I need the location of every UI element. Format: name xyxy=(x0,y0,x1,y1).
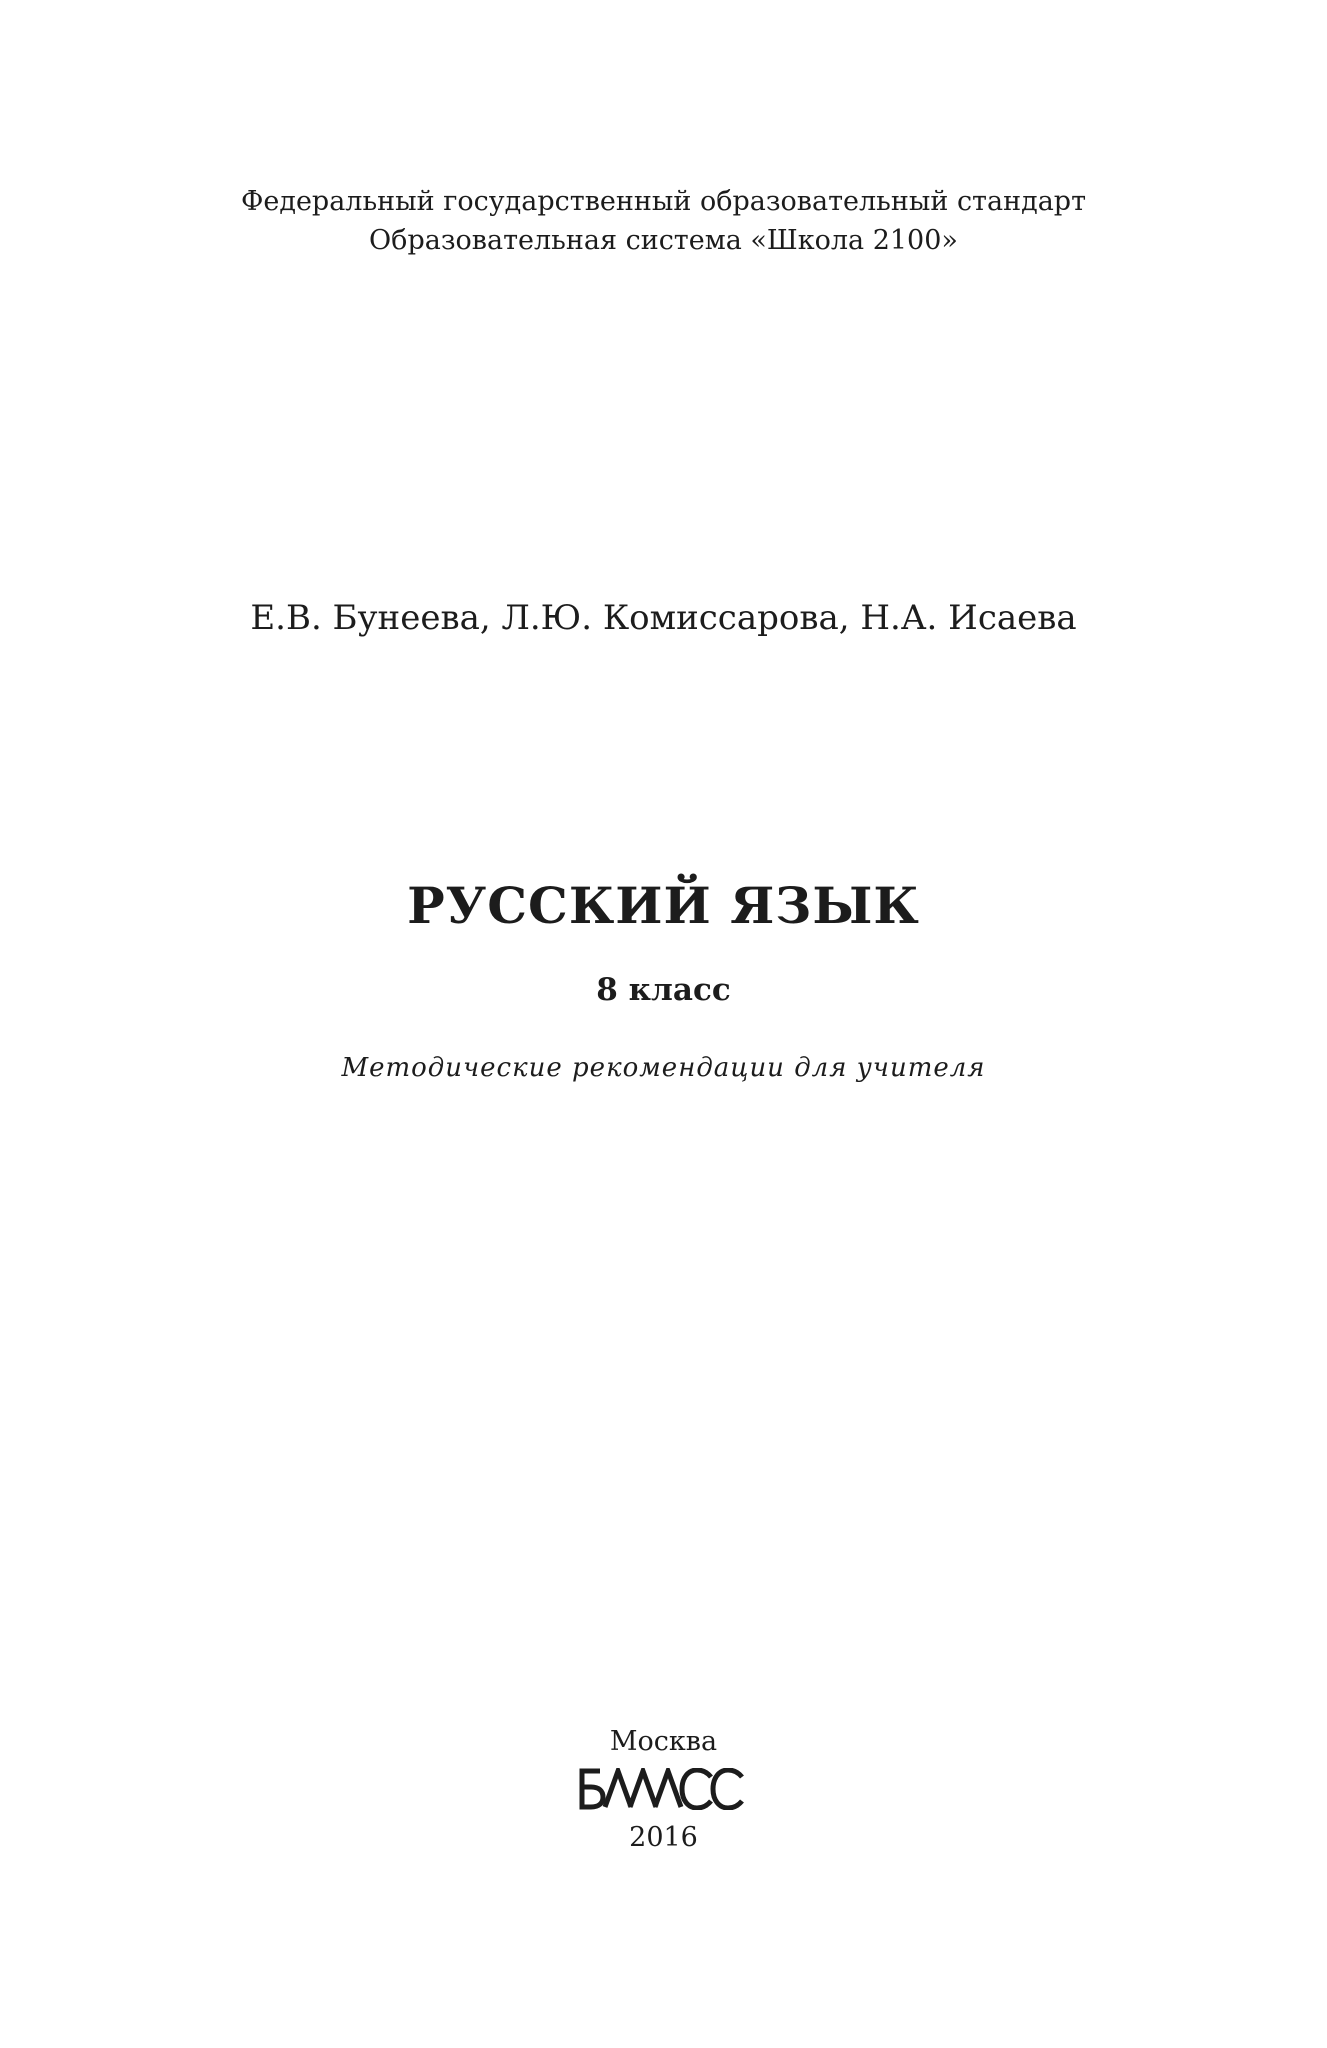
publication-year: 2016 xyxy=(629,1822,698,1853)
standard-line-1: Федеральный государственный образовательный стандарт xyxy=(240,186,1087,217)
standard-line-2: Образовательная система «Школа 2100» xyxy=(369,225,958,256)
publisher-logo xyxy=(578,1768,746,1810)
publication-city: Москва xyxy=(609,1726,718,1757)
book-subtitle: Методические рекомендации для учителя xyxy=(341,1053,986,1083)
authors: Е.В. Бунеева, Л.Ю. Комиссарова, Н.А. Исаева xyxy=(250,598,1077,638)
book-title: РУССКИЙ ЯЗЫК xyxy=(407,876,920,935)
grade-label: 8 класс xyxy=(596,972,731,1008)
